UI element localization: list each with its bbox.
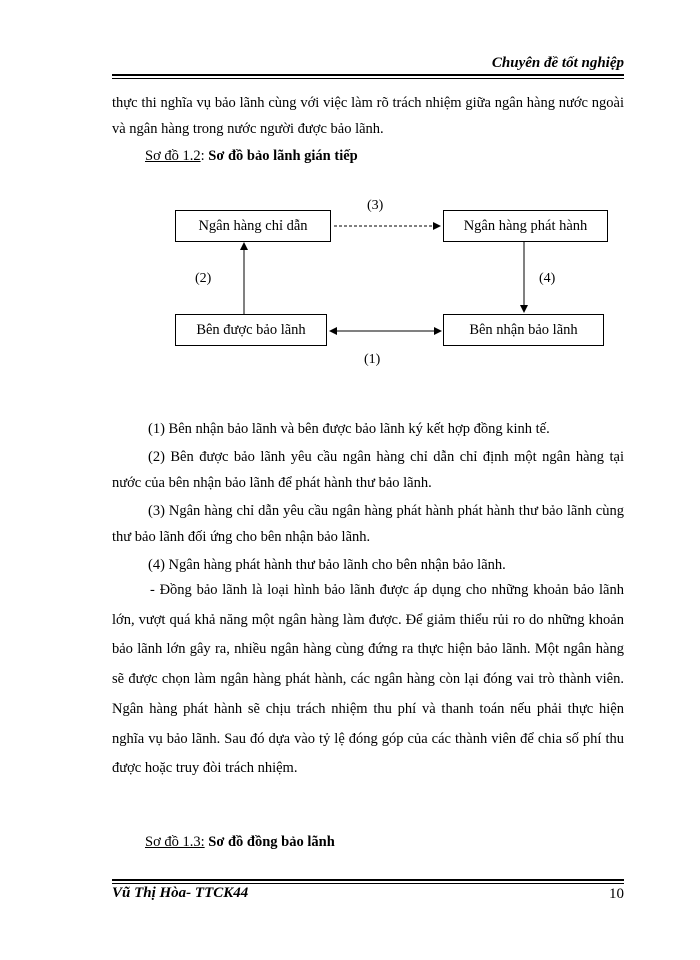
step-4: (4) Ngân hàng phát hành thư bảo lãnh cho bên nhận bảo lãnh. — [148, 557, 506, 573]
arrow-label-4: (4) — [539, 271, 556, 286]
diagram2-caption-title: Sơ đồ đồng bảo lãnh — [208, 834, 335, 850]
box-instructing-bank: Ngân hàng chỉ dẫn — [175, 210, 331, 242]
step-2: (2) Bên được bảo lãnh yêu cầu ngân hàng chỉ dẫn chỉ định một ngân hàng tại nước của bên nhận bảo lãnh để phát hành thư bảo lãnh. — [112, 449, 624, 491]
box-applicant: Bên được bảo lãnh — [175, 314, 327, 346]
body-paragraph: - Đồng bảo lãnh là loại hình bảo lãnh được áp dụng cho những khoản bảo lãnh lớn, vượt quá khả năng một ngân hàng làm được. Để giảm thiểu rủi ro do những khoản bảo lãnh lớn gây ra, nhiều ngân hàng cùng đứng ra thực hiện bảo lãnh. Một ngân hàng sẽ được chọn làm ngân hàng phát hành, các ngân hàng còn lại đóng vai trò thành viên. Ngân hàng phát hành sẽ chịu trách nhiệm thu phí và thanh toán nếu phải thực hiện nghĩa vụ bảo lãnh. Sau đó dựa vào tỷ lệ đóng góp của các thành viên để chia số phí thu được hoặc truy đòi trách nhiệm. — [112, 582, 624, 777]
diagram1-caption-title: Sơ đồ bảo lãnh gián tiếp — [208, 148, 358, 164]
arrow-label-1: (1) — [364, 352, 381, 367]
diagram2-caption — [145, 834, 335, 851]
footer-rule — [112, 879, 624, 881]
diagram1-caption-sep: : — [200, 148, 209, 164]
footer-rule-thin — [112, 883, 624, 884]
diagram1-caption-label: Sơ đồ 1.2 — [145, 148, 201, 164]
header-title: Chuyên đề tốt nghiệp — [491, 55, 624, 71]
arrow-label-2: (2) — [195, 271, 212, 286]
box-issuing-bank: Ngân hàng phát hành — [443, 210, 608, 242]
box-beneficiary: Bên nhận bảo lãnh — [443, 314, 604, 346]
page-number: 10 — [609, 886, 624, 902]
step-3: (3) Ngân hàng chỉ dẫn yêu cầu ngân hàng phát hành phát hành thư bảo lãnh cùng thư bảo lãnh đối ứng cho bên nhận bảo lãnh. — [112, 503, 624, 545]
footer-author: Vũ Thị Hòa- TTCK44 — [112, 885, 249, 901]
steps-list — [112, 416, 624, 578]
arrow-label-3: (3) — [367, 198, 384, 213]
step-1: (1) Bên nhận bảo lãnh và bên được bảo lãnh ký kết hợp đồng kinh tế. — [148, 421, 550, 437]
diagram2-caption-label: Sơ đồ 1.3: — [145, 834, 205, 850]
intro-paragraph: thực thi nghĩa vụ bảo lãnh cùng với việc làm rõ trách nhiệm giữa ngân hàng nước ngoài và ngân hàng trong nước người được bảo lãnh. — [112, 95, 624, 137]
